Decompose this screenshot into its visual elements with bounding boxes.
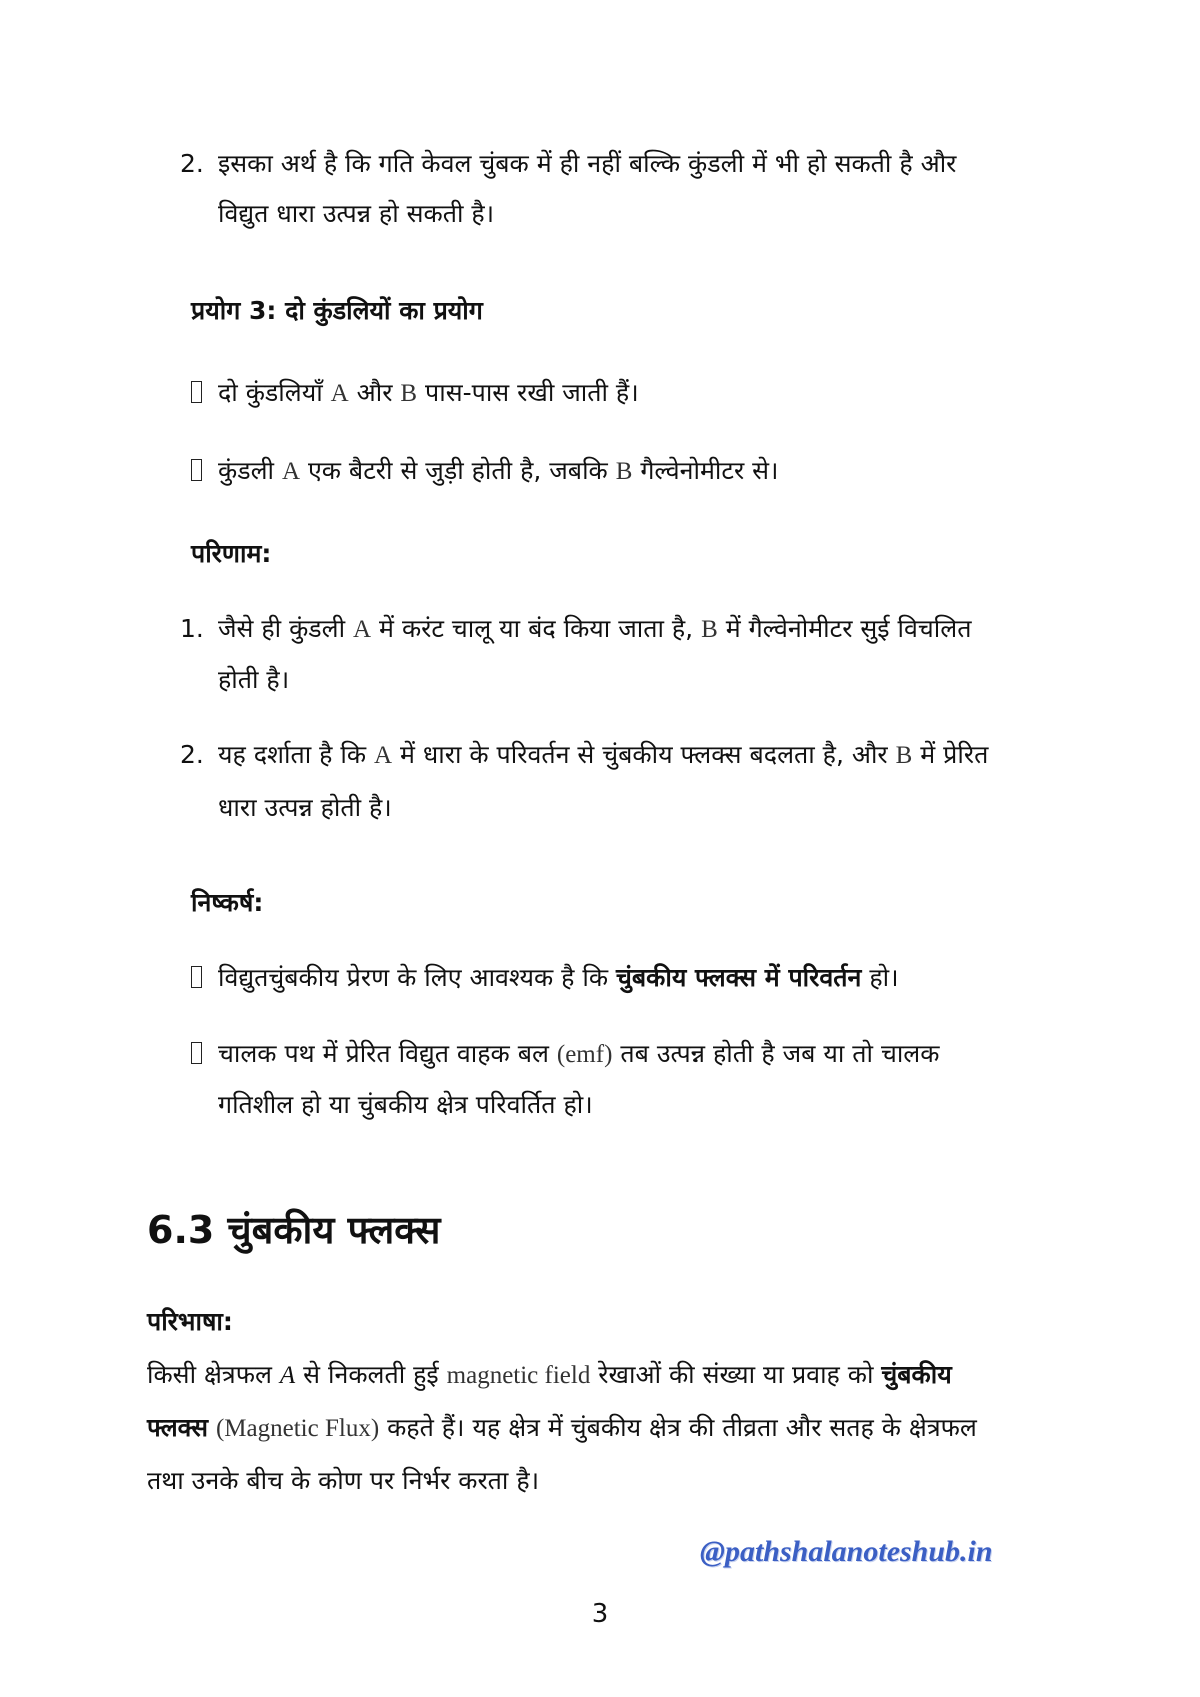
text-segment: प्रयोग 3: दो कुंडलियों का प्रयोग <box>191 296 483 325</box>
latin-text: (Magnetic Flux) <box>215 1415 380 1442</box>
text-segment: एक बैटरी से जुड़ी होती है, जबकि <box>300 456 616 485</box>
line-text <box>218 139 956 189</box>
line-text <box>218 189 494 239</box>
line-text <box>147 1297 233 1347</box>
text-segment: से निकलती हुई <box>295 1360 447 1389</box>
text-segment: में प्रेरित <box>912 740 989 769</box>
text-segment: इसका अर्थ है कि गति केवल चुंबक में ही नहीं बल्कि कुंडली में भी हो सकती है और <box>218 149 957 178</box>
latin-text: B <box>701 616 718 643</box>
text-segment: कहते हैं। यह क्षेत्र में चुंबकीय क्षेत्र की तीव्रता और सतह के क्षेत्रफल <box>379 1413 977 1442</box>
text-segment: जैसे ही कुंडली <box>218 614 354 643</box>
text-segment: धारा उत्पन्न होती है। <box>218 793 392 822</box>
text-segment: गैल्वेनोमीटर से। <box>632 456 779 485</box>
line-text <box>218 368 639 419</box>
latin-text: A <box>281 458 301 485</box>
line-text <box>218 446 779 497</box>
latin-text: B <box>615 458 633 485</box>
text-segment: और <box>348 378 401 407</box>
latin-text: A <box>353 616 372 643</box>
text-segment: होती है। <box>218 665 290 694</box>
bold-text: चुंबकीय फ्लक्स में परिवर्तन <box>616 963 862 992</box>
latin-text: A <box>279 1362 296 1389</box>
text-segment: तथा उनके बीच के कोण पर निर्भर करता है। <box>147 1466 540 1495</box>
text-segment: दो कुंडलियाँ <box>218 378 331 407</box>
text-segment: चालक पथ में प्रेरित विद्युत वाहक बल <box>218 1039 557 1068</box>
latin-text: (emf) <box>556 1041 613 1068</box>
list-number: 2. <box>180 149 204 178</box>
bullet-icon <box>191 381 202 403</box>
text-segment: गतिशील हो या चुंबकीय क्षेत्र परिवर्तित हो। <box>218 1090 593 1119</box>
text-segment: परिणाम: <box>191 539 272 568</box>
list-number: 2. <box>180 740 204 769</box>
page-number: 3 <box>591 1599 609 1629</box>
bold-text: चुंबकीय <box>881 1360 952 1389</box>
bullet-icon <box>191 966 202 988</box>
line-text <box>218 655 289 705</box>
text-segment: परिभाषा: <box>147 1307 233 1336</box>
line-text <box>191 286 483 336</box>
watermark: @pathshalanoteshub.in <box>700 1535 993 1568</box>
list-number: 1. <box>180 614 204 643</box>
latin-text: magnetic field <box>446 1362 591 1389</box>
bold-text: फ्लक्स <box>147 1413 209 1442</box>
text-segment: विद्युत धारा उत्पन्न हो सकती है। <box>218 199 495 228</box>
text-segment: में धारा के परिवर्तन से चुंबकीय फ्लक्स बदलता है, और <box>392 740 896 769</box>
text-segment: रेखाओं की संख्या या प्रवाह को <box>590 1360 882 1389</box>
text-segment: कुंडली <box>218 456 282 485</box>
line-text <box>218 1080 593 1130</box>
bullet-icon <box>191 459 202 481</box>
line-text <box>218 1029 939 1080</box>
line-text <box>147 1403 977 1454</box>
line-text <box>218 783 392 833</box>
text-segment <box>208 1413 216 1442</box>
latin-text: A <box>374 742 393 769</box>
line-text <box>191 878 263 928</box>
line-text <box>191 529 271 579</box>
line-text <box>147 1456 539 1506</box>
line-text <box>147 1205 440 1255</box>
text-segment: 6.3 चुंबकीय फ्लक्स <box>147 1208 441 1252</box>
latin-text: A <box>330 380 349 407</box>
line-text <box>218 953 899 1003</box>
text-segment: किसी क्षेत्रफल <box>147 1360 280 1389</box>
text-segment: यह दर्शाता है कि <box>218 740 374 769</box>
text-segment: में गैल्वेनोमीटर सुई विचलित <box>717 614 972 643</box>
text-segment: तब उत्पन्न होती है जब या तो चालक <box>612 1039 940 1068</box>
text-segment: निष्कर्ष: <box>191 888 264 917</box>
text-segment: हो। <box>861 963 899 992</box>
line-text <box>147 1350 952 1401</box>
latin-text: B <box>895 742 913 769</box>
bullet-icon <box>191 1042 202 1064</box>
latin-text: B <box>400 380 418 407</box>
text-segment: विद्युतचुंबकीय प्रेरण के लिए आवश्यक है कि <box>218 963 617 992</box>
text-segment: पास-पास रखी जाती हैं। <box>417 378 639 407</box>
line-text <box>218 730 988 781</box>
line-text <box>218 604 971 655</box>
text-segment: में करंट चालू या बंद किया जाता है, <box>371 614 702 643</box>
